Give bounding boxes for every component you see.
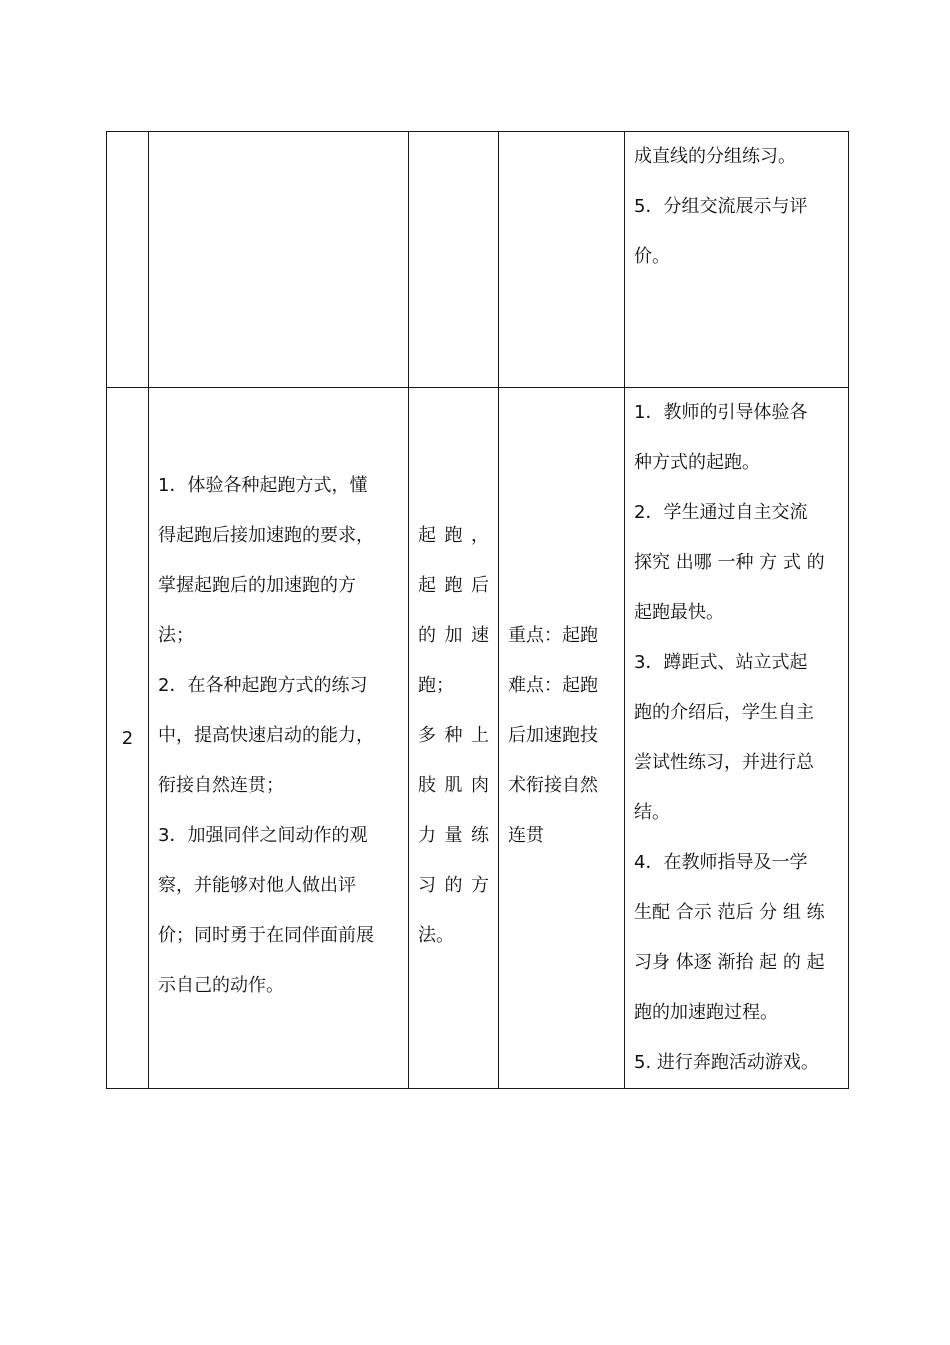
- keypoints-cell: [499, 132, 625, 388]
- content-line: 习 的 方: [418, 875, 489, 896]
- keypoints-text: [499, 388, 624, 861]
- process-text: [625, 132, 848, 282]
- process-line: 跑的介绍后，学生自主: [634, 702, 814, 723]
- content-line: 起 跑 后: [418, 575, 489, 596]
- lesson-plan-table: [106, 131, 849, 1089]
- process-line: 生配 合示 范后 分 组 练: [634, 902, 825, 923]
- content-line: 起 跑 ，: [418, 525, 489, 546]
- keypoint-line: 术衔接自然: [508, 775, 598, 796]
- keypoint-line: 连贯: [508, 825, 544, 846]
- content-line: 的 加 速: [418, 625, 489, 646]
- keypoint-line: 难点：起跑: [508, 675, 598, 696]
- goal-line: 3．加强同伴之间动作的观: [158, 825, 368, 846]
- goal-cell: [149, 132, 409, 388]
- goal-text: [149, 388, 408, 1011]
- goal-line: 掌握起跑后的加速跑的方: [158, 575, 356, 596]
- content-text: [409, 388, 498, 961]
- content-line: 多 种 上: [418, 725, 489, 746]
- process-line: 3．蹲距式、站立式起: [634, 652, 808, 673]
- process-line: 5．分组交流展示与评: [634, 196, 808, 217]
- process-line: 5. 进行奔跑活动游戏。: [634, 1052, 819, 1073]
- goal-line: 中，提高快速启动的能力，: [158, 725, 374, 746]
- table-row: [107, 388, 849, 1089]
- content-line: 肢 肌 肉: [418, 775, 489, 796]
- process-line: 2．学生通过自主交流: [634, 502, 808, 523]
- lesson-number-cell: [107, 132, 149, 388]
- content-line: 力 量 练: [418, 825, 489, 846]
- process-line: 习身 体逐 渐抬 起 的 起: [634, 952, 825, 973]
- process-line: 4．在教师指导及一学: [634, 852, 808, 873]
- goal-line: 价；同时勇于在同伴面前展: [158, 925, 374, 946]
- process-cell: [625, 132, 849, 388]
- goal-line: 察，并能够对他人做出评: [158, 875, 356, 896]
- goal-line: 示自己的动作。: [158, 975, 284, 996]
- goal-line: 得起跑后接加速跑的要求，: [158, 525, 374, 546]
- content-cell: [409, 132, 499, 388]
- process-line: 尝试性练习，并进行总: [634, 752, 814, 773]
- process-line: 探究 出哪 一种 方 式 的: [634, 552, 825, 573]
- lesson-number-cell: [107, 388, 149, 1089]
- lesson-number: 2: [121, 727, 134, 749]
- goal-line: 衔接自然连贯；: [158, 775, 284, 796]
- keypoints-cell: [499, 388, 625, 1089]
- process-line: 结。: [634, 802, 670, 823]
- process-line: 种方式的起跑。: [634, 452, 760, 473]
- table-row: [107, 132, 849, 388]
- content-cell: [409, 388, 499, 1089]
- goal-cell: [149, 388, 409, 1089]
- process-line: 跑的加速跑过程。: [634, 1002, 778, 1023]
- content-line: 跑；: [418, 675, 454, 696]
- keypoint-line: 重点：起跑: [508, 625, 598, 646]
- process-line: 价。: [634, 246, 670, 267]
- process-text: [625, 388, 848, 1088]
- goal-line: 1．体验各种起跑方式，懂: [158, 475, 368, 496]
- goal-line: 2．在各种起跑方式的练习: [158, 675, 368, 696]
- goal-line: 法；: [158, 625, 194, 646]
- process-line: 成直线的分组练习。: [634, 146, 796, 167]
- process-line: 1．教师的引导体验各: [634, 402, 808, 423]
- process-line: 起跑最快。: [634, 602, 724, 623]
- content-line: 法。: [418, 925, 454, 946]
- process-cell: [625, 388, 849, 1089]
- keypoint-line: 后加速跑技: [508, 725, 598, 746]
